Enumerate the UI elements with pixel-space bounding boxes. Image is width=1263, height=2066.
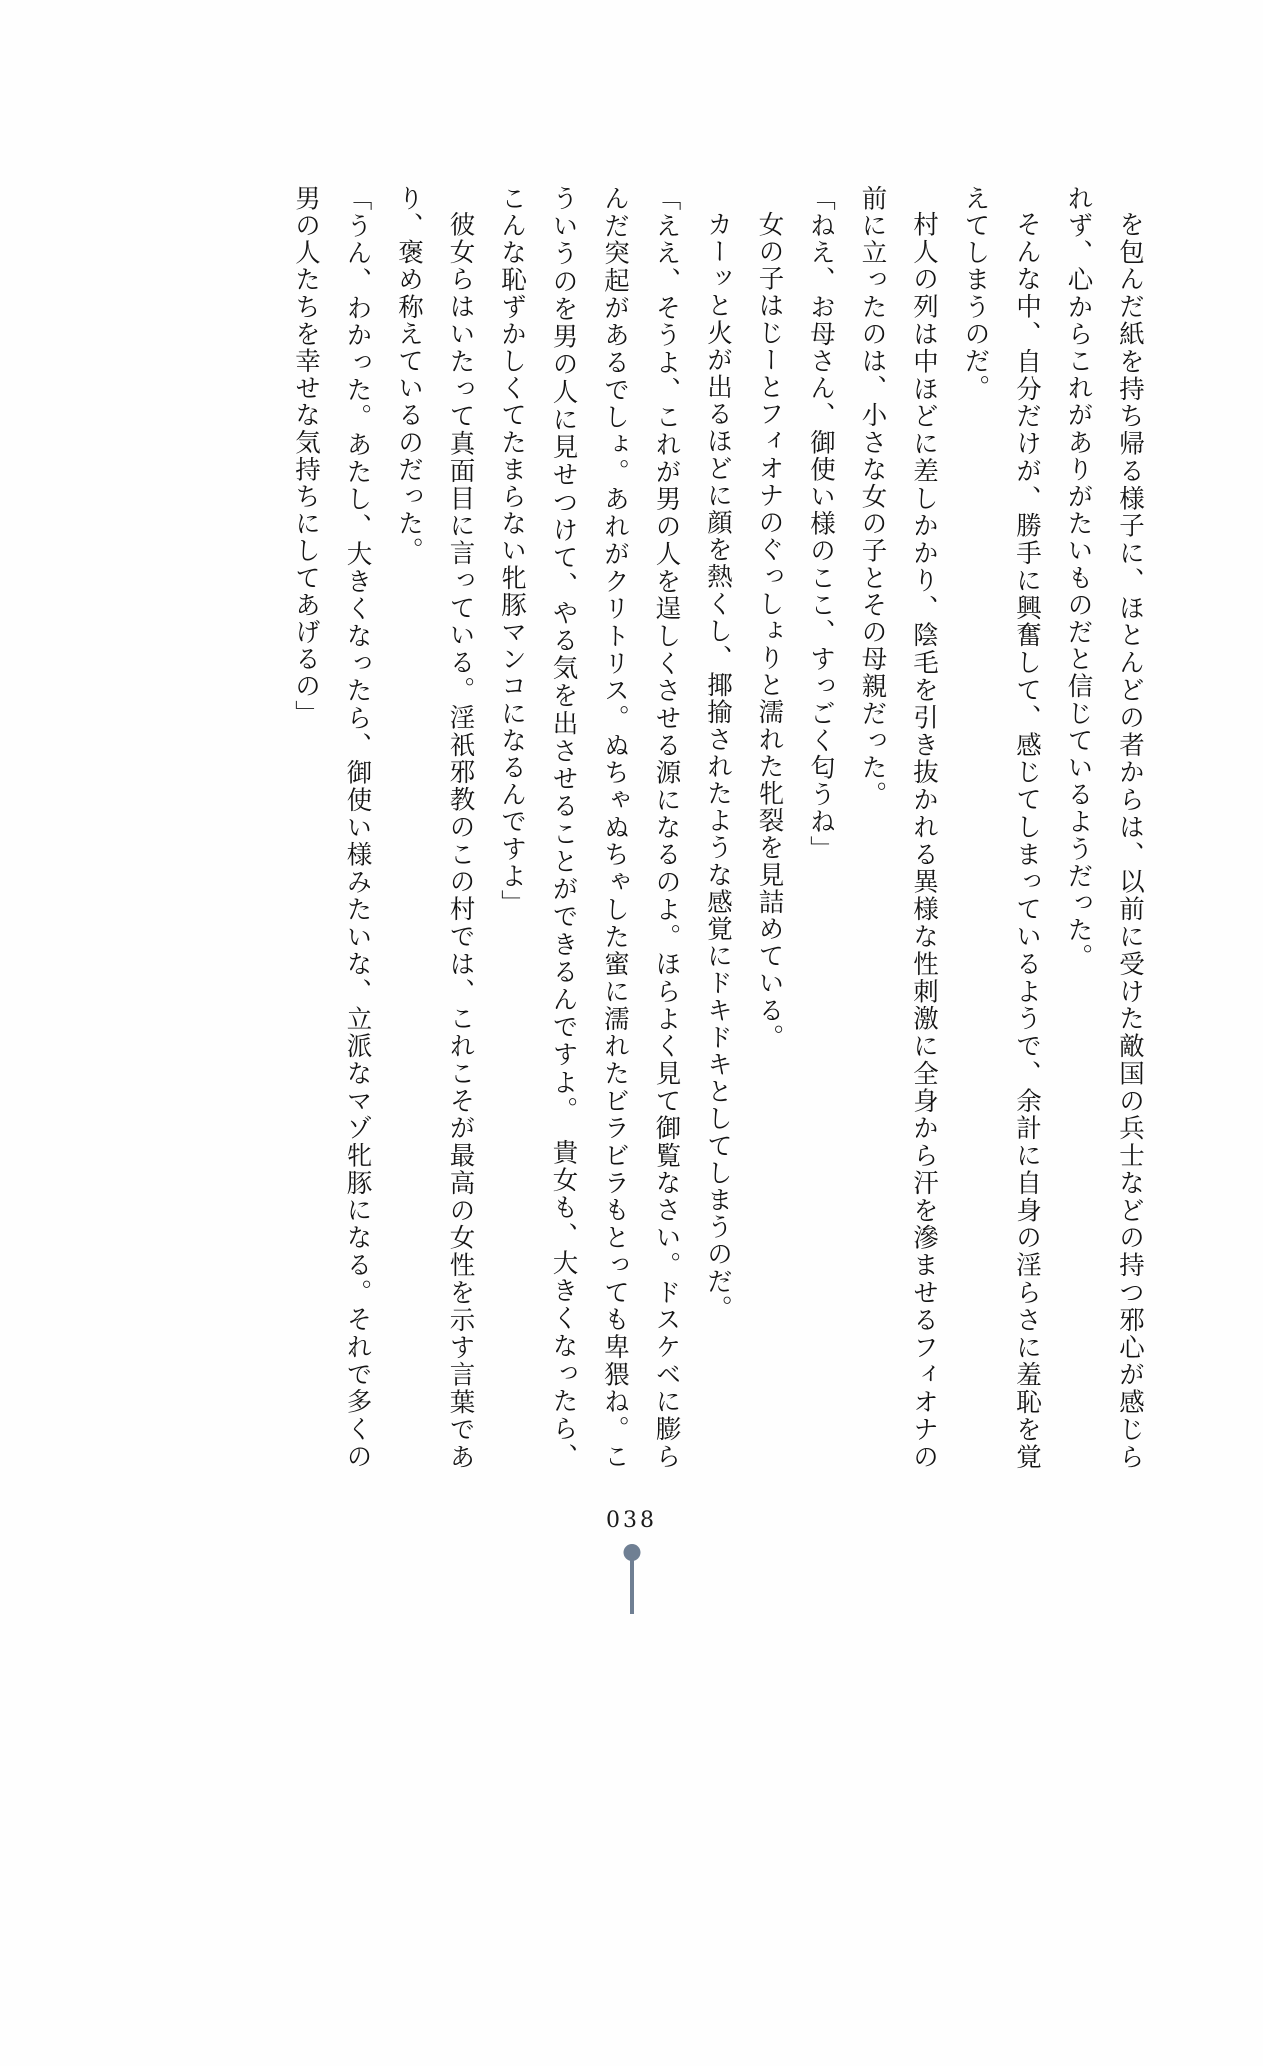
paragraph: 「うん、わかった。あたし、大きくなったら、御使い様みたいな、立派なマゾ牝豚になる。それで多くの男の人たちを幸せな気持ちにしてあげるの」 bbox=[291, 185, 373, 1470]
ornament-dot bbox=[623, 1544, 640, 1561]
paragraph: 村人の列は中ほどに差しかかり、陰毛を引き抜かれる異様な性刺激に全身から汗を滲ませるフィオナの前に立ったのは、小さな女の子とその母親だった。 bbox=[857, 185, 939, 1470]
paragraph: 「ねえ、お母さん、御使い様のここ、すっごく匂うね」 bbox=[806, 185, 836, 863]
paragraph: 女の子はじーとフィオナのぐっしょりと濡れた牝裂を見詰めている。 bbox=[754, 210, 785, 1051]
page-text-body bbox=[108, 185, 1155, 1470]
paragraph: を包んだ紙を持ち帰る様子に、ほとんどの者からは、以前に受けた敵国の兵士などの持つ邪心が感じられず、心からこれがありがたいものだと信じているようだった。 bbox=[1063, 185, 1145, 1470]
paragraph: カーッと火が出るほどに顔を熱くし、揶揄されたような感覚にドキドキとしてしまうのだ。 bbox=[703, 210, 733, 1322]
ornament-stem bbox=[630, 1560, 634, 1614]
page-number: 038 bbox=[606, 1508, 657, 1533]
paragraph: そんな中、自分だけが、勝手に興奮して、感じてしまっているようで、余計に自身の淫らさに羞恥を覚えてしまうのだ。 bbox=[960, 185, 1042, 1470]
footer-ornament-icon bbox=[621, 1544, 643, 1614]
paragraph: 彼女らはいたって真面目に言っている。淫祇邪教のこの村では、これこそが最高の女性を示す言葉であり、褒め称えているのだった。 bbox=[394, 185, 476, 1470]
paragraph: 「ええ、そうよ、これが男の人を逞しくさせる源になるのよ。ほらよく見て御覧なさい。ドスケベに膨らんだ突起があるでしょ。あれがクリトリス。ぬちゃぬちゃした蜜に濡れたビラビラもとっても卑猥ね。こういうのを男の人に見せつけて、やる気を出させることができるんですよ。 貴女も、大きくなったら、こんな恥ずかしくてたまらない牝豚マンコになるんですよ」 bbox=[497, 185, 682, 1470]
